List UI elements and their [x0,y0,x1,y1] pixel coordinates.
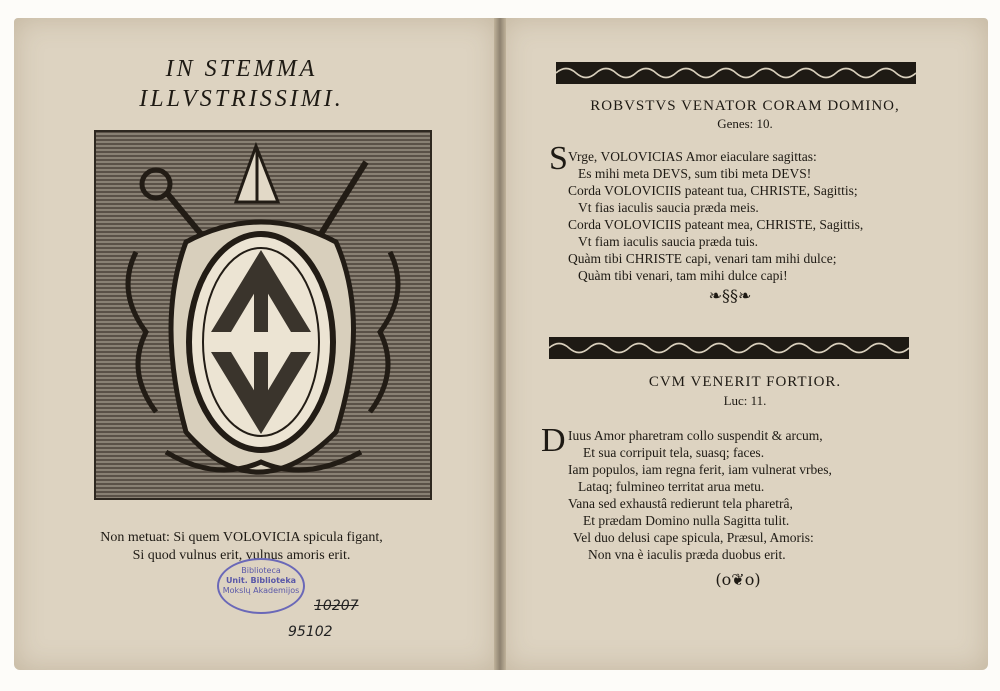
poem2-reference: Luc: 11. [723,393,767,408]
stamp-line3: Mokslų Akademijos [222,586,300,595]
poem2-line4: Lataq; fulmineo territat arua metu. [578,479,765,494]
poem1-line6: Vt fiam iaculis saucia præda tuis. [578,234,758,249]
poem1-line5: Corda VOLOVICIIS pateant mea, CHRISTE, Sagittis, [568,217,864,232]
poem2-title: CVM VENERIT FORTIOR. [648,374,842,390]
poem2-line5: Vana sed exhaustâ redierunt tela pharetrâ, [568,496,793,511]
poem1-reference: Genes: 10. [717,116,773,131]
stamp-line1: Biblioteca [241,566,281,575]
poem1-title: ROBVSTVS VENATOR CORAM DOMINO, [590,98,900,114]
poem2-line6: Et prædam Domino nulla Sagitta tulit. [583,513,790,528]
epigram-line1: Non metuat: Si quem VOLOVICIA spicula figant, [100,530,383,545]
ornamental-border-top [556,62,916,84]
poem2-line8: Non vna è iaculis præda duobus erit. [588,547,786,562]
poem1-line3: Corda VOLOVICIIS pateant tua, CHRISTE, Sagittis; [568,183,858,198]
poem1-line7: Quàm tibi CHRISTE capi, venari tam mihi dulce; [568,251,837,266]
poem2-line1: Iuus Amor pharetram collo suspendit & arcum, [568,428,823,443]
poem1-line4: Vt fias iaculis saucia præda meis. [578,200,759,215]
ornamental-border-middle [549,337,909,359]
shelfmark: 95102 [288,624,333,640]
library-stamp [217,558,305,614]
shelfmark-old: 10207 [314,598,359,614]
stemma-title-line1: IN STEMMA [165,56,318,82]
epigram-line2: Si quod vulnus erit, vulnus amoris erit. [132,548,351,563]
poem1-dropcap: S [549,140,568,177]
poem2-dropcap: D [541,422,566,459]
poem1-line1: Vrge, VOLOVICIAS Amor eiaculare sagittas: [568,149,817,164]
poem1-line2: Es mihi meta DEVS, sum tibi meta DEVS! [578,166,812,181]
poem2-line2: Et sua corripuit tela, suasq; faces. [583,445,765,460]
stemma-title-line2: ILLVSTRISSIMI. [139,86,344,112]
tailpiece-ornament: (o❦o) [715,570,761,589]
stamp-line2: Unit. Biblioteka [225,576,297,585]
poem1-line8: Quàm tibi venari, tam mihi dulce capi! [578,268,788,283]
coat-of-arms-woodcut [94,130,432,500]
fleuron-ornament: ❧§§❧ [708,286,752,305]
poem2-line3: Iam populos, iam regna ferit, iam vulnerat vrbes, [568,462,832,477]
poem2-line7: Vel duo delusi cape spicula, Præsul, Amoris: [573,530,814,545]
